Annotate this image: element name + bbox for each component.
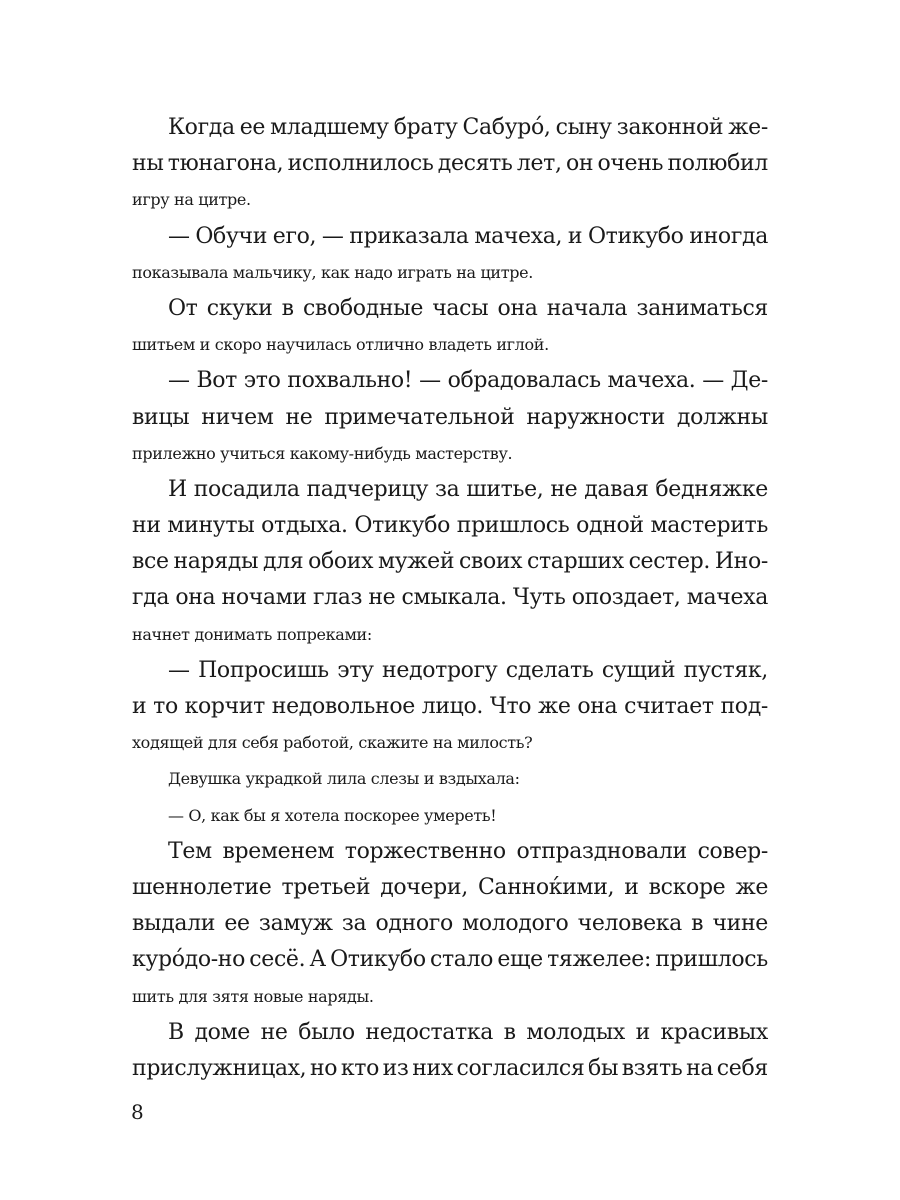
word: она xyxy=(577,694,618,719)
word: очень xyxy=(597,151,664,177)
word: ее xyxy=(239,115,266,140)
text-line: шитьем и скоро научилась отлично владеть иглой. xyxy=(132,335,549,355)
word: же xyxy=(537,694,571,719)
word: Отикубо xyxy=(354,513,451,539)
text-line: показывала мальчику, как надо играть на цитре. xyxy=(132,262,533,282)
text-line xyxy=(132,544,768,580)
word: еще xyxy=(497,947,543,973)
word: пришлось xyxy=(456,513,570,539)
word: исполнилось xyxy=(287,151,434,177)
text-line xyxy=(132,689,768,725)
word: тяжелее: xyxy=(547,947,652,973)
word: — xyxy=(702,368,724,394)
word: но xyxy=(309,1055,338,1081)
text-line xyxy=(132,1015,768,1051)
word: ничем xyxy=(201,404,274,430)
word: не xyxy=(260,1019,288,1045)
text-line: — О, как бы я хотела поскорее умереть! xyxy=(168,805,497,825)
word: Попросишь xyxy=(198,657,329,683)
word: пустяк, xyxy=(683,657,768,683)
word: — xyxy=(168,223,190,249)
word: красивых xyxy=(660,1019,768,1045)
word: — xyxy=(419,368,441,394)
word: не xyxy=(285,404,313,430)
word: на xyxy=(686,1055,714,1081)
word: выдали xyxy=(132,911,216,937)
word: опоздает, xyxy=(571,585,681,611)
word: за xyxy=(341,911,367,937)
word: свободные xyxy=(302,295,423,321)
word: то xyxy=(153,694,178,719)
word: его, xyxy=(272,223,317,249)
word: взять xyxy=(621,1055,683,1081)
word: Де- xyxy=(730,368,768,394)
text-line: игру на цитре. xyxy=(132,190,251,210)
word: старших xyxy=(527,549,624,575)
word: сесё. xyxy=(249,947,306,973)
word: кто xyxy=(340,1055,379,1081)
word: это xyxy=(243,368,281,394)
word: стало xyxy=(430,947,494,973)
word: сделать xyxy=(505,657,594,683)
body-text xyxy=(132,110,768,1087)
word: для xyxy=(262,549,304,575)
word: полюбил xyxy=(667,151,768,177)
text-line: ходящей для себя работой, скажите на милость? xyxy=(132,733,533,753)
word: одной xyxy=(576,513,644,539)
word: из xyxy=(382,1055,409,1081)
word: торжественно xyxy=(344,838,506,864)
word: Тем xyxy=(168,838,212,864)
word: — xyxy=(168,368,190,394)
word: эту xyxy=(337,657,374,683)
word: минуты xyxy=(167,513,255,539)
word: обоих xyxy=(308,549,374,575)
word: младшему xyxy=(270,115,389,140)
text-line xyxy=(132,580,768,616)
text-line xyxy=(132,834,768,870)
word: похвально! xyxy=(287,368,413,394)
word: же xyxy=(735,874,768,900)
word: считает xyxy=(624,694,714,719)
word: она xyxy=(497,295,538,321)
word: в xyxy=(281,295,294,321)
word: мачеха, xyxy=(474,223,563,249)
word: ее xyxy=(224,911,250,937)
word: вскоре xyxy=(648,874,726,900)
word: недостатка xyxy=(365,1019,494,1045)
word: — xyxy=(168,657,190,683)
word: чине xyxy=(712,911,768,937)
word: бы xyxy=(588,1055,619,1081)
word: прислужницах, xyxy=(132,1055,307,1081)
text-line xyxy=(132,942,768,978)
word: часы xyxy=(432,295,489,321)
word: и xyxy=(567,223,583,249)
word: шеннолетие xyxy=(132,874,272,900)
word: сыну xyxy=(555,115,612,140)
word: и xyxy=(624,874,639,900)
word: ни xyxy=(132,513,161,539)
word: все xyxy=(132,549,169,575)
word: корчит xyxy=(184,694,265,719)
text-line: прилежно учиться какому-нибудь мастерству. xyxy=(132,443,513,463)
word: А xyxy=(309,947,326,973)
word: она xyxy=(175,585,216,611)
word: и xyxy=(132,694,147,719)
word: недовольное xyxy=(271,694,415,719)
word: наружности xyxy=(526,404,665,430)
word: сущий xyxy=(601,657,676,683)
word: лицо. xyxy=(421,694,484,719)
word: Вот xyxy=(196,368,237,394)
word: ны xyxy=(132,151,164,177)
word: ночами xyxy=(221,585,307,611)
word: в xyxy=(503,1019,516,1045)
word: за xyxy=(434,476,460,502)
text-line xyxy=(132,110,768,146)
word: Обучи xyxy=(195,223,268,249)
word: мужей xyxy=(377,549,455,575)
word: сестер. xyxy=(628,549,711,575)
word: иногда xyxy=(689,223,768,249)
text-line: Девушка украдкой лила слезы и вздыхала: xyxy=(168,769,520,789)
word: падчерицу xyxy=(306,476,429,502)
word: От xyxy=(168,295,198,321)
word: них xyxy=(412,1055,453,1081)
text-line xyxy=(132,219,768,255)
word: Ино- xyxy=(714,549,768,575)
word: Отикубо xyxy=(330,947,426,973)
text-line xyxy=(132,508,768,544)
word: приказала xyxy=(349,223,469,249)
word: шитье, xyxy=(466,476,544,502)
word: замуж xyxy=(258,911,333,937)
word: Что xyxy=(489,694,532,719)
text-line xyxy=(132,870,768,906)
word: он xyxy=(565,151,594,177)
word: десять xyxy=(437,151,513,177)
word: и xyxy=(635,1019,650,1045)
word: отпраздновали xyxy=(516,838,687,864)
word: не xyxy=(368,585,396,611)
word: согласился xyxy=(456,1055,585,1081)
word: гда xyxy=(132,585,170,611)
page-number: 8 xyxy=(131,1100,144,1124)
word: отдыха. xyxy=(261,513,348,539)
word: законной xyxy=(616,115,724,140)
word: было xyxy=(298,1019,355,1045)
text-line xyxy=(132,400,768,436)
word: наряды xyxy=(173,549,259,575)
word: дочери, xyxy=(380,874,468,900)
word: молодого xyxy=(462,911,569,937)
word: пришлось xyxy=(655,947,768,973)
word: куро́до-но xyxy=(132,947,246,973)
text-line xyxy=(132,291,768,327)
word: скуки xyxy=(206,295,273,321)
text-line: начнет донимать попреками: xyxy=(132,624,372,644)
word: В xyxy=(168,1019,184,1045)
word: должны xyxy=(676,404,768,430)
word: — xyxy=(321,223,344,249)
word: Чуть xyxy=(512,585,566,611)
word: брату xyxy=(393,115,458,140)
word: смыкала. xyxy=(401,585,507,611)
text-line xyxy=(132,1051,768,1087)
word: глаз xyxy=(312,585,363,611)
word: заниматься xyxy=(636,295,768,321)
text-line xyxy=(132,472,768,508)
word: лет, xyxy=(516,151,562,177)
word: себя xyxy=(716,1055,768,1081)
word: человека xyxy=(577,911,682,937)
word: временем xyxy=(222,838,335,864)
word: бедняжке xyxy=(655,476,768,502)
word: тюнагона, xyxy=(167,151,284,177)
word: доме xyxy=(194,1019,250,1045)
word: начала xyxy=(546,295,628,321)
word: вицы xyxy=(132,404,190,430)
word: мачеха. xyxy=(607,368,696,394)
word: И xyxy=(168,476,187,502)
word: недотрогу xyxy=(382,657,498,683)
text-line xyxy=(132,363,768,399)
word: же- xyxy=(728,115,768,140)
word: примечательной xyxy=(324,404,515,430)
text-line xyxy=(132,146,768,182)
text-line xyxy=(132,653,768,689)
word: совер- xyxy=(697,838,768,864)
word: Отикубо xyxy=(587,223,684,249)
word: Санноќими, xyxy=(477,874,615,900)
word: мачеха xyxy=(686,585,768,611)
word: обрадовалась xyxy=(447,368,601,394)
text-line xyxy=(132,906,768,942)
word: своих xyxy=(458,549,523,575)
word: мастерить xyxy=(650,513,768,539)
word: в xyxy=(691,911,704,937)
word: Сабуро́, xyxy=(462,115,551,140)
word: третьей xyxy=(281,874,371,900)
word: молодых xyxy=(526,1019,625,1045)
word: Когда xyxy=(168,115,235,140)
word: одного xyxy=(375,911,453,937)
word: посадила xyxy=(193,476,300,502)
word: не xyxy=(550,476,578,502)
word: давая xyxy=(584,476,649,502)
text-line: шить для зятя новые наряды. xyxy=(132,986,374,1006)
word: под- xyxy=(720,694,768,719)
